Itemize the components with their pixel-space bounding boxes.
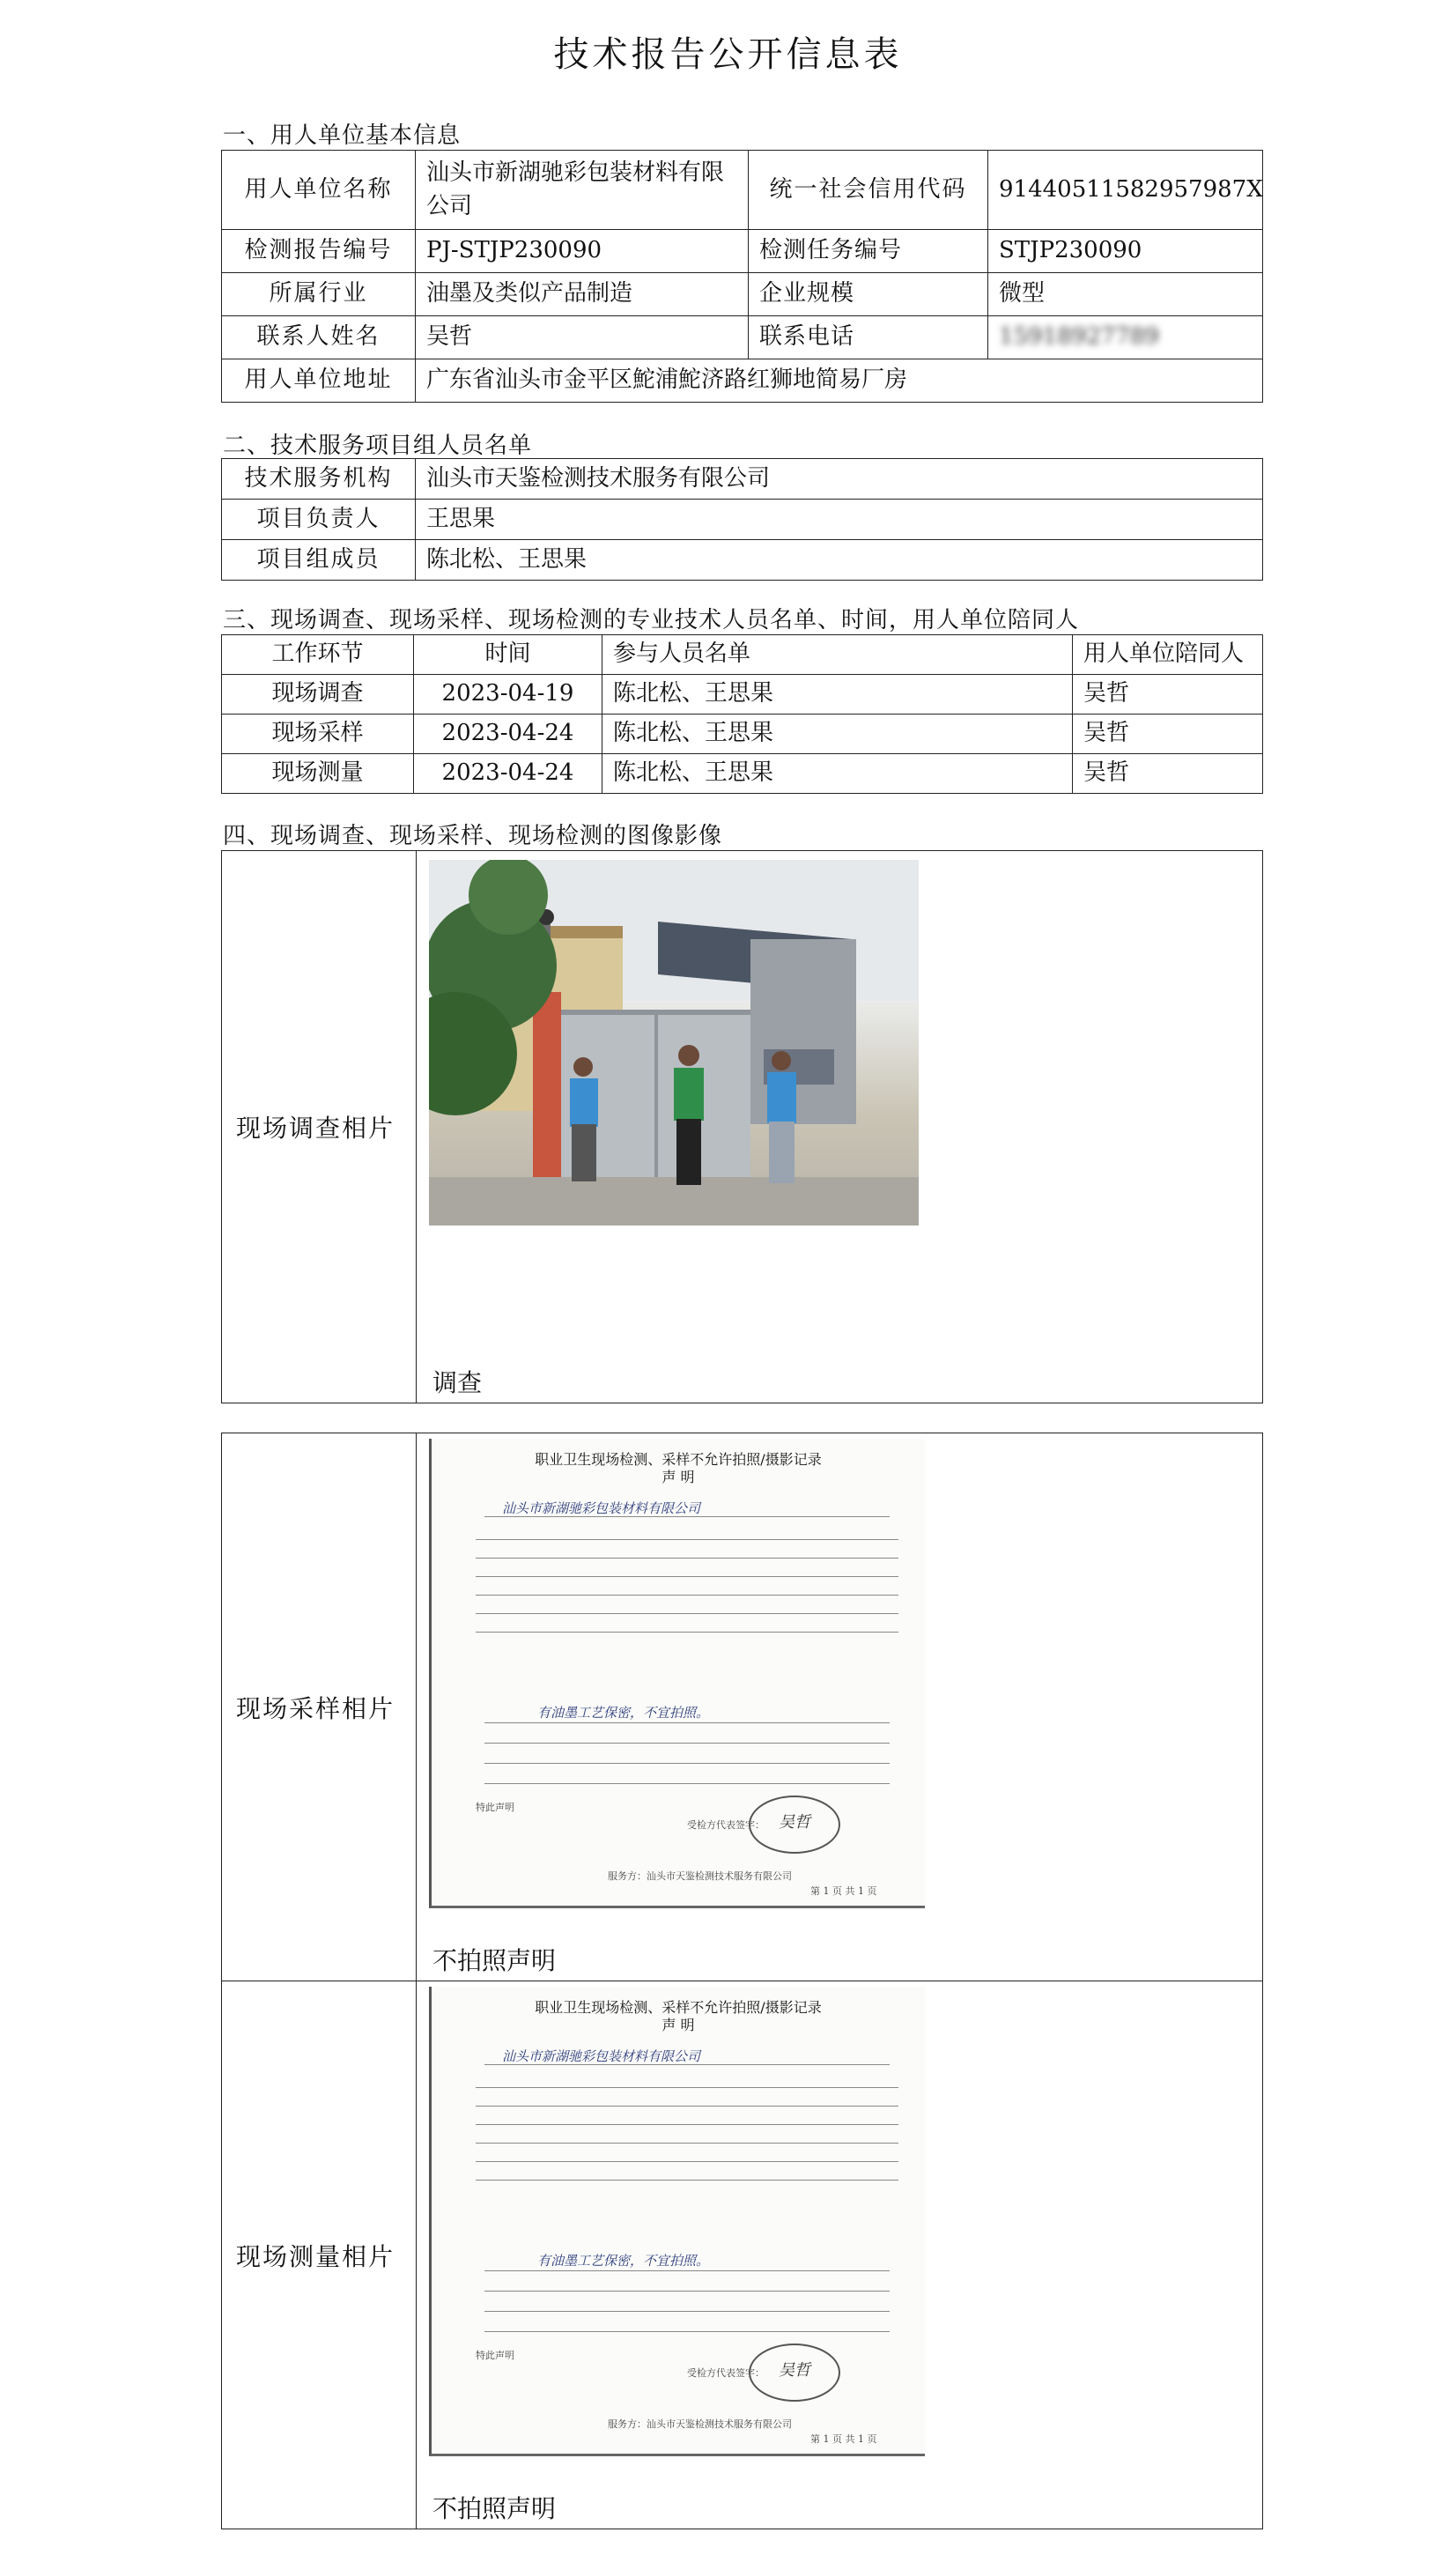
- phone-value-redacted: 15918927789: [999, 323, 1159, 351]
- declaration-header: [432, 1451, 925, 1486]
- declaration-body-lines: [476, 2075, 898, 2080]
- table-row: [222, 754, 1263, 794]
- declaration-header: [432, 1999, 925, 2034]
- staff-cell: 陈北松、王思果: [602, 715, 1073, 754]
- declaration-title: 职业卫生现场检测、采样不允许拍照/摄影记录: [535, 1451, 822, 1468]
- measuring-caption: 不拍照声明: [432, 2494, 557, 2523]
- col-header-escort: 用人单位陪同人: [1073, 635, 1263, 675]
- credit-code-label: 统一社会信用代码: [749, 151, 988, 230]
- page-title: 技术报告公开信息表: [553, 34, 903, 75]
- section3-heading: 三、现场调查、现场采样、现场检测的专业技术人员名单、时间，用人单位陪同人: [223, 607, 1080, 633]
- escort-cell: 吴哲: [1073, 675, 1263, 715]
- special-note: 特此声明: [476, 2350, 514, 2361]
- signature-stamp: 吴哲: [749, 2344, 840, 2402]
- escort-cell: 吴哲: [1073, 715, 1263, 754]
- sampling-photo-cell: [417, 1433, 1263, 1981]
- form-line: [484, 1722, 890, 1723]
- survey-photo-cell: [417, 851, 1263, 1403]
- time-cell: 2023-04-24: [414, 715, 602, 754]
- escort-cell: 吴哲: [1073, 754, 1263, 794]
- form-line: [484, 2270, 890, 2271]
- survey-caption: 调查: [432, 1368, 483, 1397]
- declaration-body-lines: [476, 1527, 898, 1532]
- stage-cell: 现场采样: [222, 715, 414, 754]
- section2-heading: 二、技术服务项目组人员名单: [223, 433, 533, 459]
- project-members-label: 项目组成员: [222, 540, 416, 581]
- service-org-label: 技术服务机构: [222, 459, 416, 500]
- no-photo-declaration-image: [429, 1987, 925, 2456]
- scale-label: 企业规模: [749, 273, 988, 316]
- form-line: [484, 1763, 890, 1764]
- task-no-value: STJP230090: [988, 230, 1263, 273]
- project-lead-value: 王思果: [416, 500, 1263, 540]
- col-header-stage: 工作环节: [222, 635, 414, 675]
- unit-name-value: 汕头市新湖驰彩包装材料有限公司: [416, 151, 749, 230]
- staff-cell: 陈北松、王思果: [602, 754, 1073, 794]
- contact-name-label: 联系人姓名: [222, 316, 416, 359]
- sampling-measuring-table: [221, 1433, 1263, 2529]
- task-no-label: 检测任务编号: [749, 230, 988, 273]
- address-value: 广东省汕头市金平区鮀浦鮀济路红狮地简易厂房: [416, 359, 1263, 403]
- credit-code-value: 91440511582957987X: [988, 151, 1263, 230]
- report-no-value: PJ-STJP230090: [416, 230, 749, 273]
- industry-value: 油墨及类似产品制造: [416, 273, 749, 316]
- signer-label: 受检方代表签字：: [687, 1819, 765, 1831]
- address-label: 用人单位地址: [222, 359, 416, 403]
- contact-name-value: 吴哲: [416, 316, 749, 359]
- special-note: 特此声明: [476, 1802, 514, 1813]
- declaration-subtitle: 声 明: [661, 2017, 695, 2033]
- scale-value: 微型: [988, 273, 1263, 316]
- service-org-value: 汕头市天鉴检测技术服务有限公司: [416, 459, 1263, 500]
- form-line: [484, 2311, 890, 2312]
- company-handwriting: 汕头市新湖驰彩包装材料有限公司: [502, 2048, 701, 2064]
- reason-handwriting: 有油墨工艺保密，不宜拍照。: [537, 1705, 710, 1721]
- form-line: [484, 1743, 890, 1744]
- site-survey-photo: [429, 860, 919, 1225]
- measuring-photo-label: 现场测量相片: [222, 1981, 417, 2529]
- table-row: [222, 675, 1263, 715]
- project-members-value: 陈北松、王思果: [416, 540, 1263, 581]
- report-no-label: 检测报告编号: [222, 230, 416, 273]
- project-lead-label: 项目负责人: [222, 500, 416, 540]
- reason-handwriting: 有油墨工艺保密，不宜拍照。: [537, 2253, 710, 2269]
- col-header-staff: 参与人员名单: [602, 635, 1073, 675]
- phone-cell: [988, 316, 1263, 359]
- unit-name-label: 用人单位名称: [222, 151, 416, 230]
- signature-stamp: 吴哲: [749, 1796, 840, 1854]
- field-work-table: [221, 634, 1263, 794]
- team-table: [221, 458, 1263, 581]
- page-number: 第 1 页 共 1 页: [810, 2433, 877, 2445]
- staff-cell: 陈北松、王思果: [602, 675, 1073, 715]
- service-org-footer: 服务方：汕头市天鉴检测技术服务有限公司: [608, 1870, 792, 1882]
- declaration-subtitle: 声 明: [661, 1469, 695, 1485]
- sampling-caption: 不拍照声明: [432, 1946, 557, 1975]
- unit-info-table: [221, 150, 1263, 403]
- form-line: [484, 1516, 890, 1517]
- survey-photo-table: [221, 850, 1263, 1403]
- form-line: [484, 2291, 890, 2292]
- service-org-footer: 服务方：汕头市天鉴检测技术服务有限公司: [608, 2418, 792, 2430]
- form-line: [484, 1783, 890, 1784]
- signer-label: 受检方代表签字：: [687, 2367, 765, 2379]
- survey-photo-label: 现场调查相片: [222, 851, 417, 1403]
- section4-heading: 四、现场调查、现场采样、现场检测的图像影像: [223, 823, 723, 849]
- form-line: [484, 2064, 890, 2065]
- stage-cell: 现场调查: [222, 675, 414, 715]
- industry-label: 所属行业: [222, 273, 416, 316]
- no-photo-declaration-image: [429, 1439, 925, 1908]
- company-handwriting: 汕头市新湖驰彩包装材料有限公司: [502, 1500, 701, 1516]
- time-cell: 2023-04-19: [414, 675, 602, 715]
- col-header-time: 时间: [414, 635, 602, 675]
- section1-heading: 一、用人单位基本信息: [223, 122, 462, 149]
- phone-label: 联系电话: [749, 316, 988, 359]
- stage-cell: 现场测量: [222, 754, 414, 794]
- page-number: 第 1 页 共 1 页: [810, 1885, 877, 1897]
- form-line: [484, 2331, 890, 2332]
- measuring-photo-cell: [417, 1981, 1263, 2529]
- site-photo-illustration: [429, 860, 919, 1225]
- time-cell: 2023-04-24: [414, 754, 602, 794]
- sampling-photo-label: 现场采样相片: [222, 1433, 417, 1981]
- table-row: [222, 715, 1263, 754]
- declaration-title: 职业卫生现场检测、采样不允许拍照/摄影记录: [535, 1999, 822, 2016]
